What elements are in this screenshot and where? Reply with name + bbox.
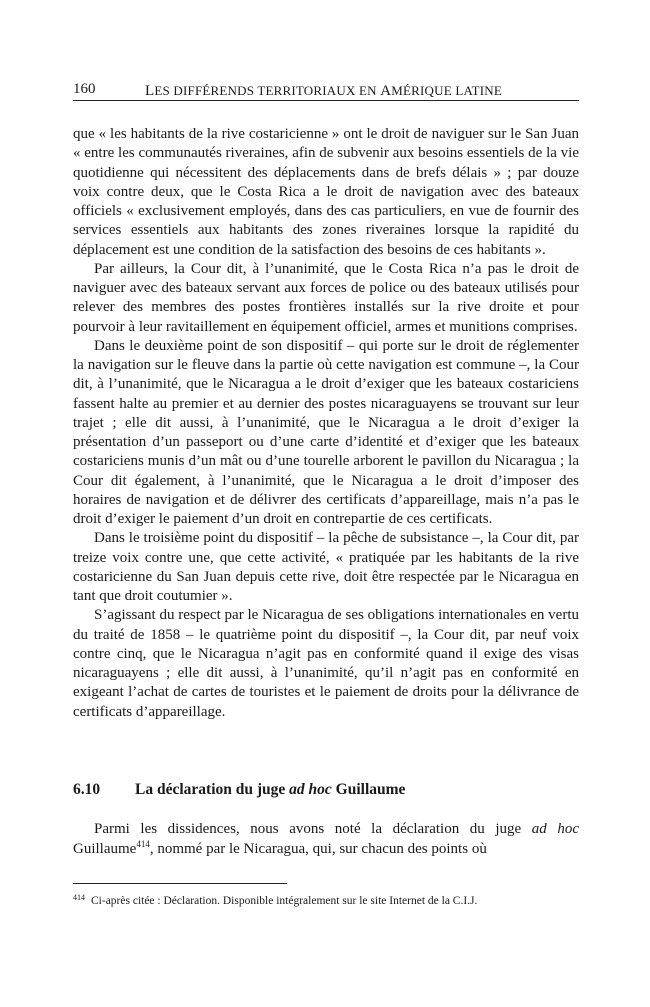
footnote-reference: 414 bbox=[136, 838, 150, 849]
paragraph: Parmi les dissidences, nous avons noté la déclaration du juge ad hoc Guillaume$^{414}$, nommé par le Nicaragua, qui, sur chacun des points où bbox=[73, 821, 579, 857]
footnote bbox=[73, 891, 579, 908]
paragraph: que « les habitants de la rive costaricienne » ont le droit de naviguer sur le San Juan « entre les communautés riveraines, afin de subvenir aux besoins essentiels de la vie quotidienne qui nécessitent des déplacements dans de brefs délais » ; par douze voix contre deux, que le Costa Rica a le droit de navigation avec des bateaux officiels « exclusivement employés, dans des cas particuliers, en vue de fournir des services essentiels aux habitants des zones riveraines lorsque la rapidité du déplacement est une condition de la satisfaction des besoins de ces habitants ». bbox=[73, 126, 579, 258]
paragraph: Par ailleurs, la Cour dit, à l’unanimité, que le Costa Rica n’a pas le droit de naviguer avec des bateaux servant aux forces de police ou des bateaux utilisés pour relever des membres des postes frontières installés sur la rive droite et pour pourvoir à leur ravitaillement en équipement officiel, armes et munitions comprises. bbox=[73, 260, 579, 335]
paragraph: Dans le troisième point du dispositif – la pêche de subsistance –, la Cour dit, par treize voix contre une, que cette activité, « pratiquée par les habitants de la rive costaricienne du San Juan depuis cette rive, doit être respectée par le Nicaragua en tant que droit coutumier ». bbox=[73, 530, 579, 604]
running-header bbox=[73, 80, 579, 101]
paragraph: S’agissant du respect par le Nicaragua de ses obligations internationales en vertu du traité de 1858 – le quatrième point du dispositif –, la Cour dit, par neuf voix contre cinq, que le Nicaragua n’agit pas en conformité quand il exige des visas nicaraguayens ; elle dit aussi, à l’unanimité, qu’il n’agit pas en conformité en exigeant l’achat de cartes de touristes et le paiement de droits pour la délivrance de certificats d’appareillage. bbox=[73, 607, 579, 720]
section-text bbox=[73, 820, 579, 859]
section-title: La déclaration du juge ad hoc Guillaume bbox=[135, 781, 406, 798]
section-heading bbox=[73, 780, 579, 800]
main-text bbox=[73, 125, 579, 722]
paragraph: Dans le deuxième point de son dispositif – qui porte sur le droit de réglementer la navigation sur le fleuve dans la partie où cette navigation est commune –, la Cour dit, à l’unanimité, que le Nicaragua a le droit d’exiger que les bateaux costariciens fassent halte au premier et au dernier des postes nicaraguayens se trouvant sur leur trajet ; elle dit aussi, à l’unanimité, que le Nicaragua a le droit d’exiger la présentation d’un passeport ou d’une carte d’identité et d’exiger que les bateaux costariciens munis d’un mât ou d’une tourelle arborent le pavillon du Nicaragua ; la Cour dit également, à l’unanimité, que le Nicaragua a le droit d’imposer des horaires de navigation et de délivrer des certificats d’appareillage, mais n’a pas le droit d’exiger le paiement d’un droit en contrepartie de ces certificats. bbox=[73, 337, 579, 527]
footnote-divider bbox=[73, 883, 287, 884]
footnote-text: Ci-après citée : Déclaration. Disponible intégralement sur le site Internet de la C.I.J. bbox=[91, 895, 478, 907]
running-title: LES DIFFÉRENDS TERRITORIAUX EN AMÉRIQUE LATINE bbox=[145, 83, 503, 99]
footnote-number: 414 bbox=[73, 893, 85, 902]
page-number: 160 bbox=[73, 81, 96, 97]
section-number: 6.10 bbox=[73, 781, 101, 798]
